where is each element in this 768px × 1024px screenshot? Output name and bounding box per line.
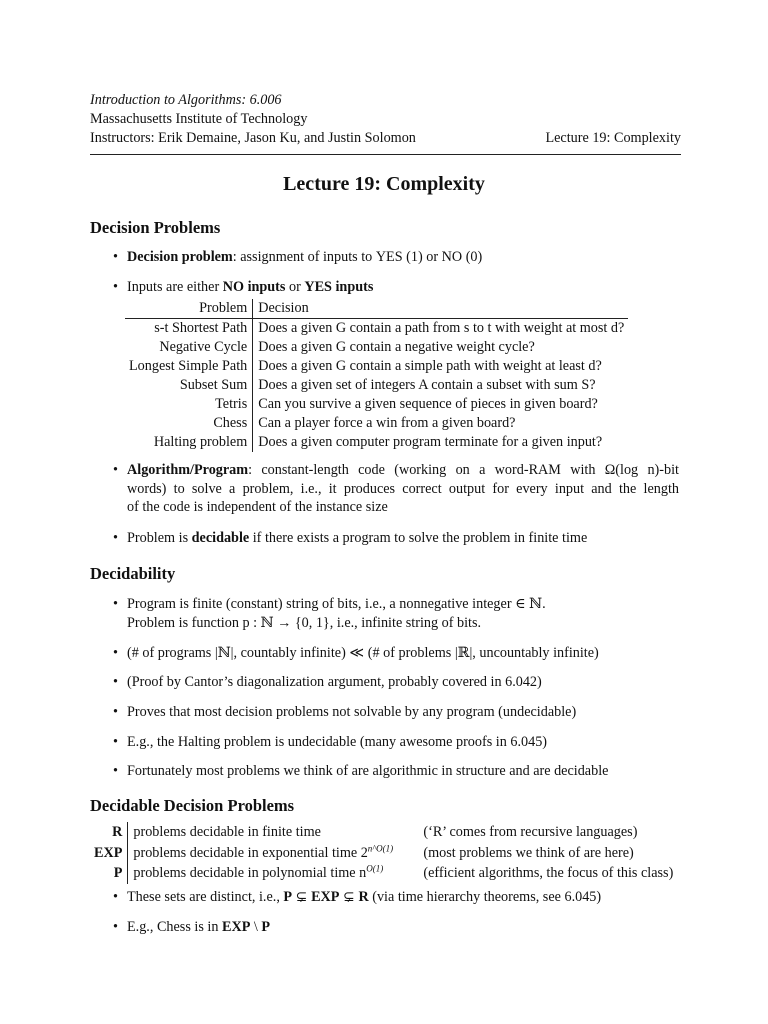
class-note: (efficient algorithms, the focus of this class) (423, 865, 674, 881)
decision-cell: Can a player force a win from a given board? (258, 415, 516, 431)
class-row (90, 863, 677, 884)
problem-cell: s-t Shortest Path (125, 319, 253, 339)
table-row (125, 338, 628, 357)
yes-label: YES (375, 249, 403, 265)
bullet-halting: E.g., the Halting problem is undecidable (many awesome proofs in 6.045) (127, 734, 548, 750)
exponent: O(1) (366, 863, 384, 874)
table-row (125, 319, 628, 339)
algorithm-line-1 (127, 461, 679, 480)
decision-cell: Does a given set of integers A contain a subset with sum S? (258, 377, 596, 393)
bullet-text: Inputs are either (127, 279, 223, 295)
bullet-line: Problem is function p : ℕ → {0, 1}, i.e., infinite string of bits. (127, 614, 482, 631)
exponent: n^O(1) (367, 842, 394, 853)
header-rule (90, 154, 681, 155)
class-desc-text: problems decidable in finite time (133, 824, 321, 840)
problem-cell: Negative Cycle (125, 338, 253, 357)
class-name: R (90, 822, 128, 843)
class-name: P (90, 863, 128, 884)
class-note: (‘R’ comes from recursive languages) (423, 824, 638, 840)
algorithm-line-3: of the code is independent of the instance size (127, 499, 388, 516)
bullet-text: E.g., Chess is in (127, 919, 222, 935)
decision-cell: Does a given G contain a path from s to t with weight at most d? (258, 320, 625, 336)
bullet-program-finite (127, 595, 546, 632)
problem-cell: Longest Simple Path (125, 357, 253, 376)
algorithm-line-2: words) to solve a problem, i.e., it produces correct output for every input and the length (127, 480, 679, 497)
bullet-text: : assignment of inputs to (232, 249, 376, 265)
set-minus: \ (250, 919, 262, 935)
bullet-marker: • (113, 279, 118, 295)
table-row (125, 414, 628, 433)
class-row (90, 822, 677, 843)
bullet-decidable (127, 529, 587, 548)
course-title: Introduction to Algorithms: 6.006 (90, 92, 282, 108)
bullet-chess (127, 918, 270, 937)
table-row (125, 433, 628, 452)
term-decidable: decidable (191, 530, 250, 546)
page-title: Lecture 19: Complexity (283, 173, 485, 195)
class-r: R (358, 889, 369, 905)
bullet-marker: • (113, 645, 118, 661)
bullet-line: Program is finite (constant) string of bits, i.e., a nonnegative integer ∈ ℕ. (127, 596, 546, 612)
bullet-distinct-sets (127, 888, 601, 907)
class-desc (128, 843, 420, 864)
problem-cell: Halting problem (125, 433, 253, 452)
no-label: NO (441, 249, 463, 265)
decision-cell: Does a given G contain a simple path with weight at least d? (258, 358, 602, 374)
decision-cell: Can you survive a given sequence of pieces in given board? (258, 396, 598, 412)
term-decision-problem: Decision problem (127, 249, 233, 265)
bullet-text: (via time hierarchy theorems, see 6.045) (368, 889, 602, 905)
bullet-marker: • (113, 674, 118, 690)
bullet-marker: • (113, 763, 118, 779)
section-heading-decidable-decision-problems: Decidable Decision Problems (90, 796, 295, 815)
table-row (125, 376, 628, 395)
class-p: P (283, 889, 293, 905)
bullet-text: (0) (462, 249, 483, 265)
term-algorithm-program: Algorithm/Program (127, 462, 249, 478)
class-exp: EXP (311, 889, 340, 905)
class-desc (128, 863, 420, 884)
bullet-cantor: (Proof by Cantor’s diagonalization argument, probably covered in 6.042) (127, 674, 542, 690)
class-note: (most problems we think of are here) (423, 844, 634, 861)
class-desc (128, 822, 420, 843)
problem-cell: Subset Sum (125, 376, 253, 395)
problem-cell: Chess (125, 414, 253, 433)
bullet-text: Problem is (127, 530, 192, 546)
bullet-marker: • (113, 734, 118, 750)
bullet-marker: • (113, 704, 118, 720)
class-name: EXP (90, 843, 128, 864)
class-row (90, 843, 677, 864)
lecture-tag: Lecture 19: Complexity (545, 130, 681, 146)
bullet-marker: • (113, 530, 118, 546)
section-heading-decision-problems: Decision Problems (90, 218, 221, 237)
bullet-text: (1) or (402, 249, 442, 265)
table-header-row (125, 299, 628, 319)
bullet-marker: • (113, 249, 118, 265)
decision-cell: Does a given computer program terminate for a given input? (258, 434, 603, 450)
class-p: P (261, 919, 271, 935)
problems-table (125, 299, 628, 452)
subset-symbol: ⊊ (339, 889, 359, 905)
bullet-text: if there exists a program to solve the problem in finite time (249, 530, 588, 546)
bullet-marker: • (113, 919, 118, 935)
institute-name: Massachusetts Institute of Technology (90, 111, 308, 127)
instructors-line: Instructors: Erik Demaine, Jason Ku, and Justin Solomon (90, 130, 416, 146)
bullet-fortunately: Fortunately most problems we think of are algorithmic in structure and are decidable (127, 763, 609, 779)
table-row (125, 357, 628, 376)
bullet-text: or (285, 279, 305, 295)
bullet-marker: • (113, 596, 118, 612)
table-header-problem: Problem (125, 299, 253, 319)
bullet-decision-problem (127, 248, 482, 267)
bullet-marker: • (113, 462, 118, 478)
no-inputs-label: NO inputs (222, 279, 286, 295)
class-desc-text: problems decidable in exponential time 2 (133, 844, 368, 861)
class-desc-text: problems decidable in polynomial time n (133, 865, 367, 881)
section-heading-decidability: Decidability (90, 564, 176, 583)
bullet-undecidable: Proves that most decision problems not solvable by any program (undecidable) (127, 704, 577, 720)
bullet-text: : constant-length code (working on a word-RAM with Ω(log n)-bit (248, 462, 679, 478)
decision-cell: Does a given G contain a negative weight cycle? (258, 339, 535, 355)
subset-symbol: ⊊ (292, 889, 312, 905)
problem-cell: Tetris (125, 395, 253, 414)
bullet-marker: • (113, 889, 118, 905)
class-exp: EXP (221, 919, 251, 935)
table-row (125, 395, 628, 414)
bullet-inputs (127, 278, 373, 297)
bullet-countability: (# of programs |ℕ|, countably infinite) ≪ (# of problems |ℝ|, uncountably infinite) (127, 645, 599, 661)
bullet-algorithm-program (127, 461, 679, 517)
complexity-classes-table (90, 822, 678, 884)
table-header-decision: Decision (253, 299, 629, 319)
bullet-text: These sets are distinct, i.e., (127, 889, 284, 905)
yes-inputs-label: YES inputs (304, 279, 374, 295)
